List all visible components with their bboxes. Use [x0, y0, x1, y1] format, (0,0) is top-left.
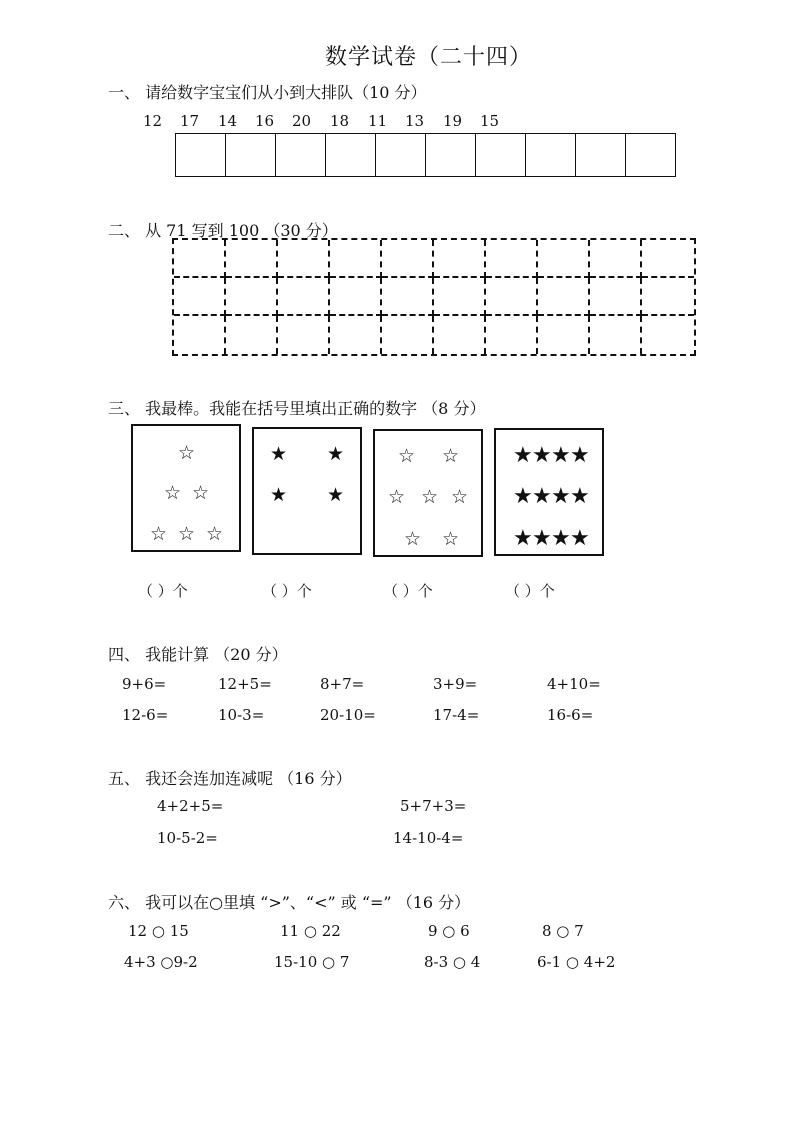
answer-box[interactable]	[475, 133, 527, 177]
page-title: 数学试卷（二十四）	[325, 45, 533, 70]
number-9: 15	[480, 112, 500, 130]
star-outline-icon: ☆	[150, 523, 168, 545]
section-3-heading: 三、 我最棒。我能在括号里填出正确的数字 （8 分）	[108, 399, 486, 418]
calc-problem: 9+6=	[122, 675, 167, 693]
writing-cell[interactable]	[174, 316, 226, 354]
answer-box[interactable]	[575, 133, 627, 177]
writing-cell[interactable]	[330, 316, 382, 354]
number-0: 12	[143, 112, 163, 130]
writing-cell[interactable]	[434, 316, 486, 354]
star-solid-icon: ★	[532, 484, 552, 509]
writing-cell[interactable]	[382, 240, 434, 278]
calc-problem: 12+5=	[218, 675, 272, 693]
star-solid-icon: ★	[327, 484, 345, 506]
number-4: 20	[292, 112, 312, 130]
writing-grid	[172, 238, 696, 356]
answer-blank-4[interactable]: （ ）个	[505, 582, 555, 600]
star-outline-icon: ☆	[192, 482, 210, 504]
writing-cell[interactable]	[174, 240, 226, 278]
calc-problem: 12-6=	[122, 706, 169, 724]
writing-cell[interactable]	[226, 316, 278, 354]
writing-cell[interactable]	[330, 278, 382, 316]
star-card-4	[494, 428, 604, 556]
compare-problem: 6-1 ○ 4+2	[537, 953, 616, 971]
calc-problem: 8+7=	[320, 675, 365, 693]
star-outline-icon: ☆	[398, 445, 416, 467]
star-outline-icon: ☆	[164, 482, 182, 504]
compare-problem: 11 ○ 22	[280, 922, 341, 940]
section-6-heading: 六、 我可以在○里填 “>”、“<” 或 “=” （16 分）	[108, 893, 471, 912]
compare-problem: 12 ○ 15	[128, 922, 189, 940]
compare-problem: 9 ○ 6	[428, 922, 470, 940]
writing-cell[interactable]	[278, 316, 330, 354]
answer-blank-1[interactable]: （ ）个	[138, 582, 188, 600]
number-8: 19	[443, 112, 463, 130]
writing-cell[interactable]	[538, 316, 590, 354]
star-card-2	[252, 427, 362, 555]
calc-problem: 16-6=	[547, 706, 594, 724]
writing-cell[interactable]	[330, 240, 382, 278]
writing-cell[interactable]	[486, 240, 538, 278]
writing-cell[interactable]	[642, 278, 694, 316]
star-outline-icon: ☆	[206, 523, 224, 545]
calc-problem: 20-10=	[320, 706, 376, 724]
answer-box[interactable]	[425, 133, 477, 177]
writing-cell[interactable]	[174, 278, 226, 316]
writing-cell[interactable]	[486, 316, 538, 354]
section-4-heading: 四、 我能计算 （20 分）	[108, 645, 288, 664]
number-2: 14	[218, 112, 238, 130]
writing-cell[interactable]	[382, 278, 434, 316]
writing-cell[interactable]	[538, 240, 590, 278]
answer-box[interactable]	[375, 133, 427, 177]
number-5: 18	[330, 112, 350, 130]
star-solid-icon: ★	[513, 526, 533, 551]
answer-box[interactable]	[525, 133, 577, 177]
star-solid-icon: ★	[270, 484, 288, 506]
calc-problem: 3+9=	[433, 675, 478, 693]
star-solid-icon: ★	[551, 526, 571, 551]
writing-cell[interactable]	[226, 278, 278, 316]
compare-problem: 8-3 ○ 4	[424, 953, 481, 971]
writing-cell[interactable]	[434, 240, 486, 278]
chain-problem: 10-5-2=	[157, 829, 218, 847]
calc-problem: 4+10=	[547, 675, 601, 693]
number-3: 16	[255, 112, 275, 130]
compare-problem: 8 ○ 7	[542, 922, 584, 940]
star-solid-icon: ★	[551, 443, 571, 468]
writing-cell[interactable]	[278, 278, 330, 316]
writing-cell[interactable]	[590, 278, 642, 316]
star-card-3	[373, 429, 483, 557]
section-5-heading: 五、 我还会连加连减呢 （16 分）	[108, 769, 352, 788]
star-solid-icon: ★	[513, 443, 533, 468]
writing-cell[interactable]	[642, 240, 694, 278]
writing-cell[interactable]	[590, 316, 642, 354]
writing-cell[interactable]	[278, 240, 330, 278]
answer-box-row	[176, 133, 676, 177]
star-solid-icon: ★	[570, 526, 590, 551]
writing-cell[interactable]	[486, 278, 538, 316]
number-7: 13	[405, 112, 425, 130]
star-outline-icon: ☆	[178, 442, 196, 464]
star-outline-icon: ☆	[388, 486, 406, 508]
answer-blank-3[interactable]: （ ）个	[383, 582, 433, 600]
star-outline-icon: ☆	[404, 528, 422, 550]
star-outline-icon: ☆	[421, 486, 439, 508]
answer-box[interactable]	[275, 133, 327, 177]
answer-box[interactable]	[225, 133, 277, 177]
writing-cell[interactable]	[226, 240, 278, 278]
star-solid-icon: ★	[532, 526, 552, 551]
star-solid-icon: ★	[551, 484, 571, 509]
star-solid-icon: ★	[532, 443, 552, 468]
number-1: 17	[180, 112, 200, 130]
star-card-1	[131, 424, 241, 552]
answer-box[interactable]	[175, 133, 227, 177]
writing-cell[interactable]	[590, 240, 642, 278]
section-1-heading: 一、 请给数字宝宝们从小到大排队（10 分）	[108, 83, 427, 102]
star-outline-icon: ☆	[451, 486, 469, 508]
writing-cell[interactable]	[538, 278, 590, 316]
star-solid-icon: ★	[270, 443, 288, 465]
writing-cell[interactable]	[382, 316, 434, 354]
section-2-heading: 二、 从 71 写到 100 （30 分）	[108, 221, 338, 240]
answer-box[interactable]	[325, 133, 377, 177]
calc-problem: 17-4=	[433, 706, 480, 724]
star-outline-icon: ☆	[442, 528, 460, 550]
star-solid-icon: ★	[327, 443, 345, 465]
answer-box[interactable]	[625, 133, 677, 177]
star-solid-icon: ★	[570, 443, 590, 468]
chain-problem: 5+7+3=	[400, 797, 467, 815]
chain-problem: 4+2+5=	[157, 797, 224, 815]
chain-problem: 14-10-4=	[393, 829, 464, 847]
writing-cell[interactable]	[434, 278, 486, 316]
number-6: 11	[368, 112, 388, 130]
star-outline-icon: ☆	[442, 445, 460, 467]
compare-problem: 15-10 ○ 7	[274, 953, 350, 971]
star-solid-icon: ★	[513, 484, 533, 509]
calc-problem: 10-3=	[218, 706, 265, 724]
star-solid-icon: ★	[570, 484, 590, 509]
answer-blank-2[interactable]: （ ）个	[262, 582, 312, 600]
compare-problem: 4+3 ○9-2	[124, 953, 198, 971]
star-outline-icon: ☆	[178, 523, 196, 545]
writing-cell[interactable]	[642, 316, 694, 354]
